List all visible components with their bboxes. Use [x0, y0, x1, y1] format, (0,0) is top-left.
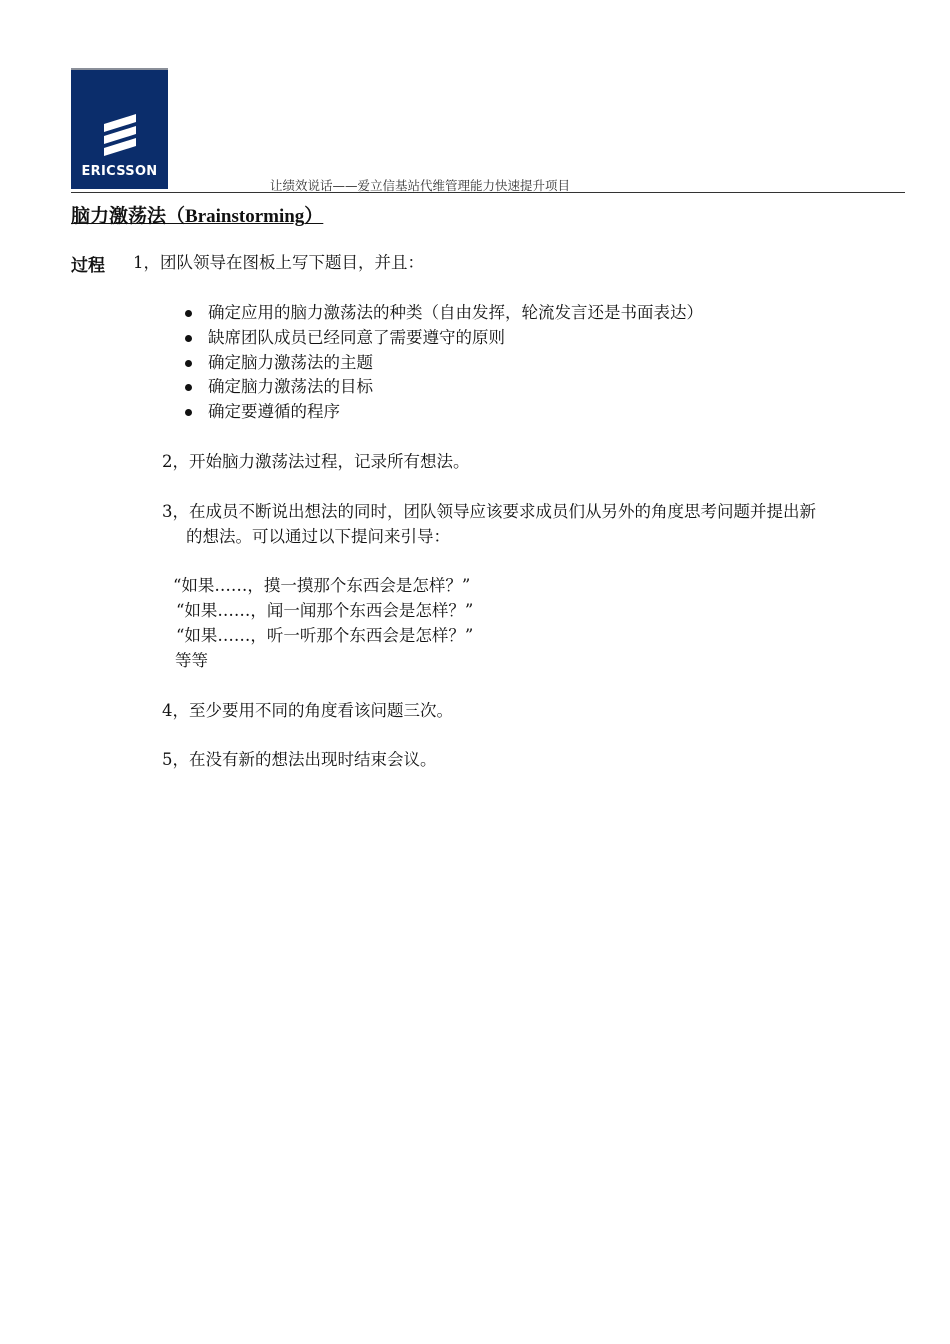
step-1: 1，团队领导在图板上写下题目，并且： [133, 253, 424, 272]
prompt-touch: “如果……，摸一摸那个东西会是怎样？” [173, 576, 471, 595]
ericsson-logo [71, 68, 168, 189]
list-item: 确定应用的脑力激荡法的种类（自由发挥，轮流发言还是书面表达） [185, 301, 703, 326]
step-3-line-1: 3，在成员不断说出想法的同时，团队领导应该要求成员们从另外的角度思考问题并提出新 [162, 502, 816, 521]
bullet-icon [185, 409, 192, 416]
header-divider [71, 192, 905, 193]
list-item: 确定脑力激荡法的主题 [185, 351, 703, 376]
bullet-icon [185, 384, 192, 391]
prompt-smell: “如果……，闻一闻那个东西会是怎样？” [176, 601, 474, 620]
step-4: 4，至少要用不同的角度看该问题三次。 [162, 701, 453, 720]
step-3-line-2: 的想法。可以通过以下提问来引导： [186, 527, 450, 546]
header-project-title: 让绩效说话——爱立信基站代维管理能力快速提升项目 [270, 178, 571, 193]
step-2: 2，开始脑力激荡法过程，记录所有想法。 [162, 452, 470, 471]
section-label: 过程 [71, 256, 105, 276]
prompt-etc: 等等 [175, 651, 208, 670]
title-en: Brainstorming [185, 206, 305, 227]
title-zh: 脑力激荡法（ [71, 205, 186, 227]
logo-brand-text: ERICSSON [81, 164, 158, 179]
bullet-icon [185, 310, 192, 317]
list-item: 确定要遵循的程序 [185, 400, 703, 425]
bullet-icon [185, 360, 192, 367]
ericsson-mark-icon [102, 112, 138, 156]
prompt-listen: “如果……，听一听那个东西会是怎样？” [176, 626, 474, 645]
step-5: 5，在没有新的想法出现时结束会议。 [162, 750, 437, 769]
list-item: 缺席团队成员已经同意了需要遵守的原则 [185, 326, 703, 351]
step-1-list [185, 301, 703, 425]
list-item: 确定脑力激荡法的目标 [185, 375, 703, 400]
page-title [71, 201, 345, 228]
title-close: ） [304, 205, 324, 227]
bullet-icon [185, 335, 192, 342]
